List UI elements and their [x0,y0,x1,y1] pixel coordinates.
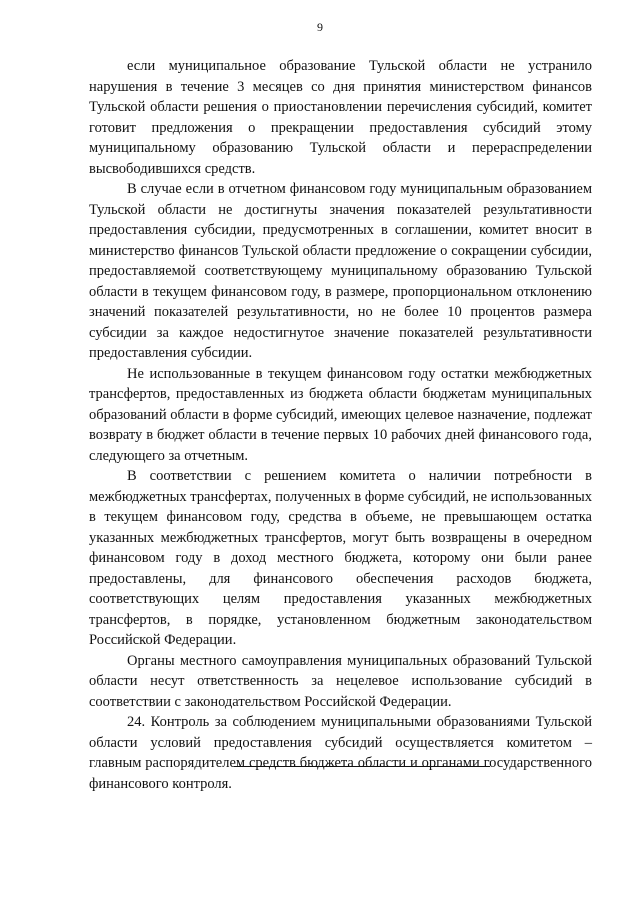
paragraph-unused-transfers-return: Не использованные в текущем финансовом году остатки межбюджетных трансфертов, предоставленных из бюджета области бюджетам муниципальных образований области в форме субсидий, имеющих целевое назначение, подлежат возврату в бюджет области в течение первых 10 рабочих дней финансового года, следующего за отчетным. [89,365,592,464]
paragraph-local-authorities-responsibility: Органы местного самоуправления муниципальных образований Тульской области несут ответственность за нецелевое использование субсидий в соответствии с законодательством Российской Федерации. [89,652,592,710]
end-of-document-rule [234,766,490,767]
paragraph-transfers-reallocation: В соответствии с решением комитета о наличии потребности в межбюджетных трансфертах, полученных в форме субсидий, не использованных в текущем финансовом году, средства в объеме, не превышающем остатка указанных межбюджетных трансфертов, могут быть возвращены в очередном финансовом году в доход местного бюджета, которому они были ранее предоставлены, для финансового обеспечения расходов бюджета, соответствующих целям предоставления указанных межбюджетных трансфертов, в порядке, установленном бюджетным законодательством Российской Федерации. [89,468,592,648]
page-number: 9 [317,20,323,34]
paragraph-subsidy-reduction: В случае если в отчетном финансовом году муниципальным образованием Тульской области не достигнуты значения показателей результативности предоставления субсидии, предусмотренных в соглашении, комитет вносит в министерство финансов Тульской области предложение о сокращении субсидии, предоставляемой соответствующему муниципальному образованию Тульской области в текущем финансовом году, в размере, пропорциональном отклонению значений показателей результативности, но не более 10 процентов размера субсидии за каждое недостигнутое значение показателей результативности предоставления субсидии. [89,181,592,361]
paragraph-item-24-control: 24. Контроль за соблюдением муниципальными образованиями Тульской области условий предоставления субсидий осуществляется комитетом – главным распорядителем средств бюджета области и органами государственного финансового контроля. [89,714,592,792]
paragraph-continuation: если муниципальное образование Тульской области не устранило нарушения в течение 3 месяцев со дня принятия министерством финансов Тульской области решения о приостановлении перечисления субсидий, комитет готовит предложения о прекращении предоставления субсидий этому муниципальному образованию Тульской области и перераспределении высвободившихся средств. [89,58,592,177]
document-body [89,56,592,794]
